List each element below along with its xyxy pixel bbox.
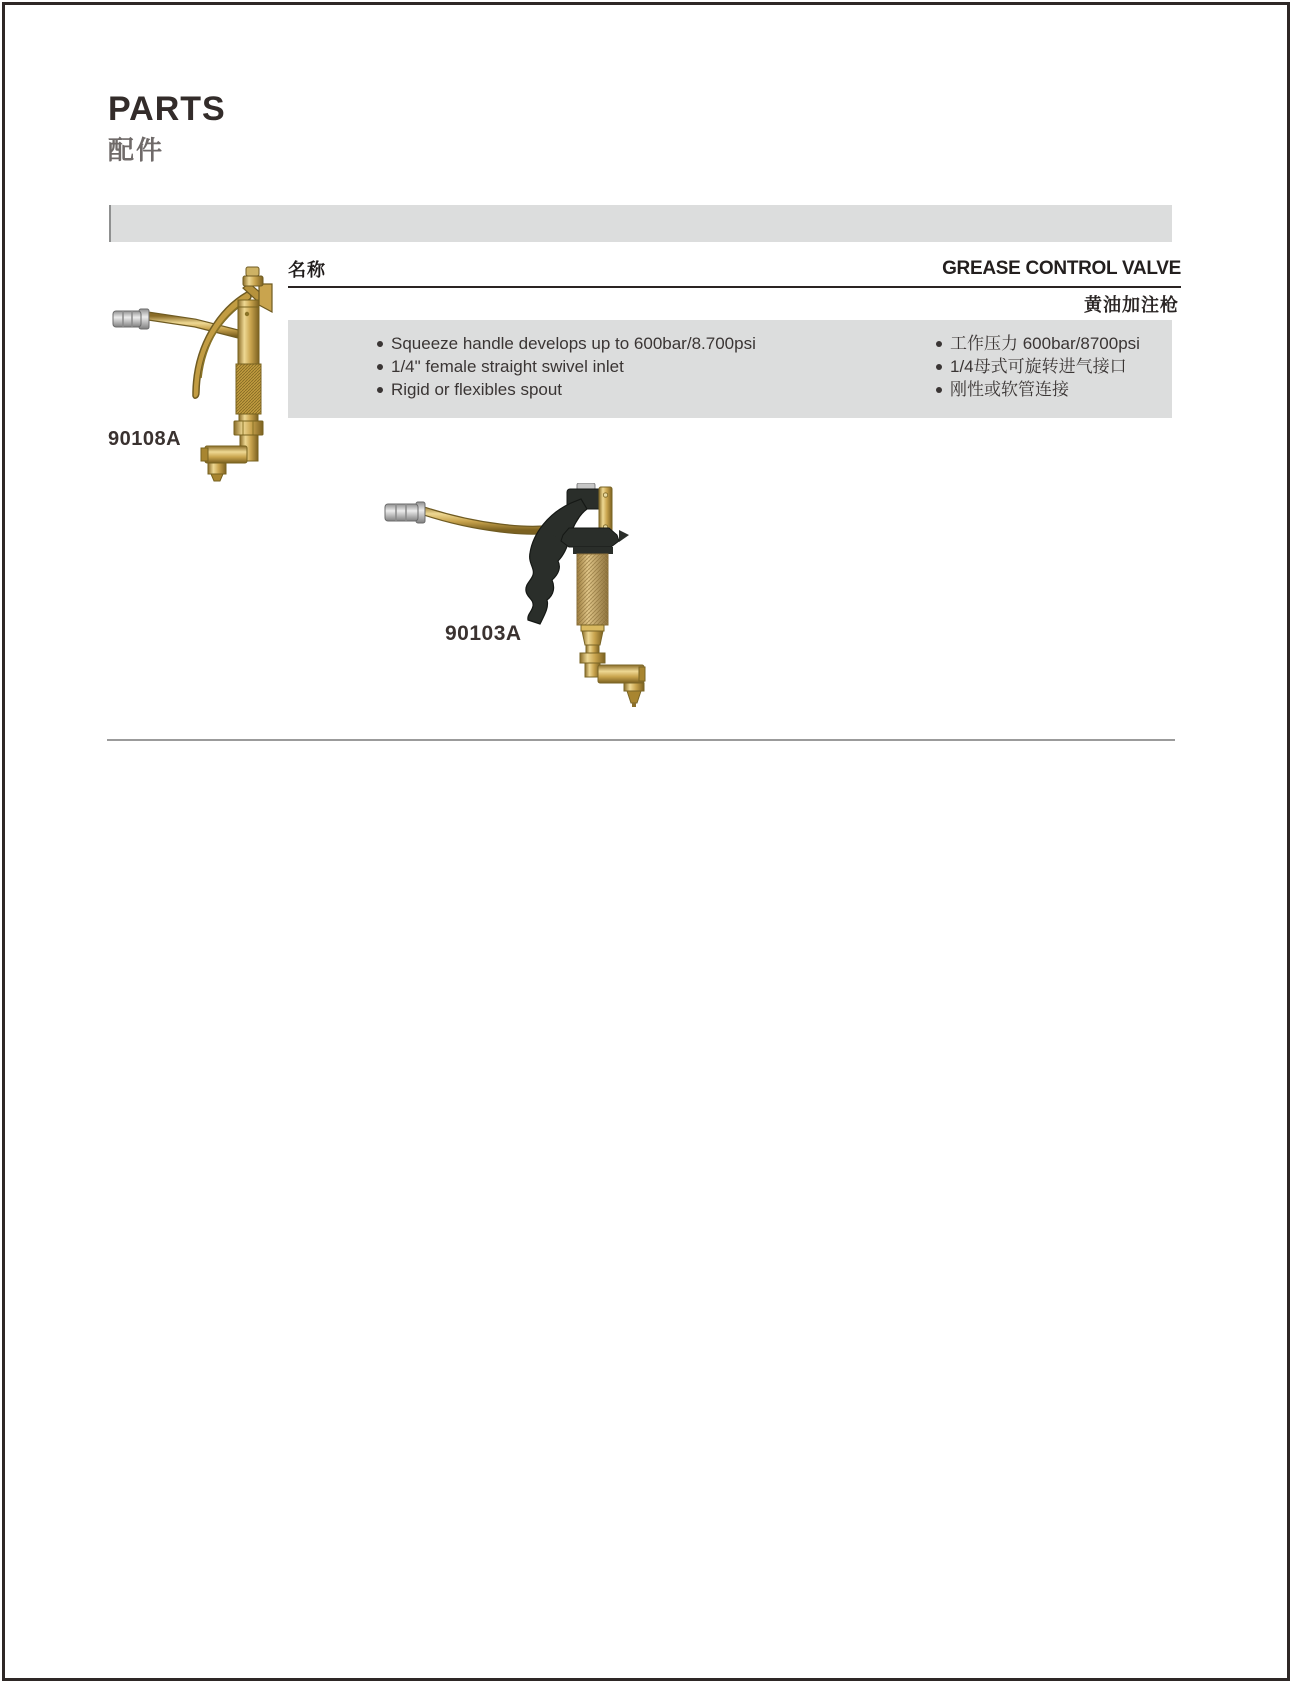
section-divider	[107, 739, 1175, 741]
section-header-bar	[109, 205, 1172, 242]
feature-item: 工作压力 600bar/8700psi	[936, 332, 1140, 355]
feature-item: 1/4母式可旋转进气接口	[936, 355, 1140, 378]
feature-item: 刚性或软管连接	[936, 378, 1140, 401]
model-number-90103a: 90103A	[445, 622, 522, 645]
name-column-label: 名称	[288, 260, 326, 280]
product-title-english: GREASE CONTROL VALVE	[942, 258, 1181, 279]
model-number-90108a: 90108A	[108, 428, 182, 450]
feature-item: 1/4" female straight swivel inlet	[377, 355, 756, 378]
features-box	[288, 320, 1172, 418]
header-rule	[288, 286, 1181, 288]
feature-item: Squeeze handle develops up to 600bar/8.700psi	[377, 332, 756, 355]
product-title-chinese: 黄油加注枪	[1084, 295, 1179, 315]
page-title-chinese: 配件	[108, 135, 165, 165]
page-title: PARTS	[108, 90, 226, 128]
feature-item: Rigid or flexibles spout	[377, 378, 756, 401]
product-photo-90103a	[383, 483, 648, 710]
features-list-english	[377, 332, 756, 401]
features-list-chinese	[936, 332, 1140, 401]
